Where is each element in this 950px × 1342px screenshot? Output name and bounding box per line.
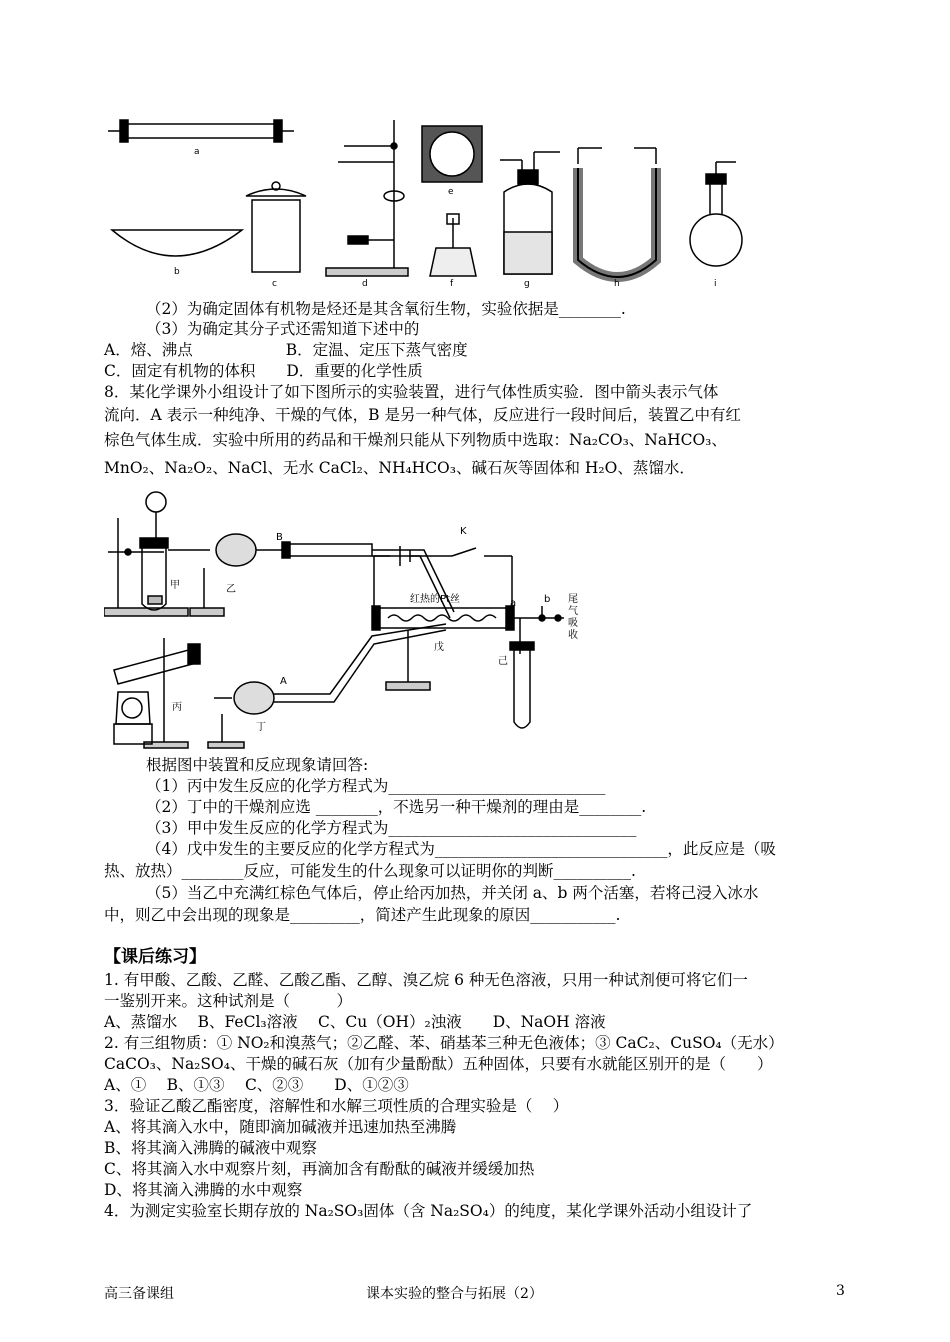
text-line: （2）为确定固体有机物是烃还是其含氧衍生物，实验依据是________.	[146, 300, 626, 318]
text-line: D、将其滴入沸腾的水中观察	[104, 1181, 303, 1199]
figure-label: b	[544, 594, 551, 605]
footer-center: 课本实验的整合与拓展（2）	[366, 1286, 543, 1302]
text-line: 1. 有甲酸、乙酸、乙醛、乙酸乙酯、乙醇、溴乙烷 6 种无色溶液，只用一种试剂便可将它们一	[104, 971, 748, 989]
text-line: C、将其滴入水中观察片刻，再滴加含有酚酞的碱液并缓缓加热	[104, 1160, 535, 1178]
text-line: 8．某化学课外小组设计了如下图所示的实验装置，进行气体性质实验．图中箭头表示气体	[104, 383, 719, 401]
figure-label: h	[614, 279, 620, 288]
figure-label: 收	[568, 630, 578, 641]
text-line: 4．为测定实验室长期存放的 Na₂SO₃固体（含 Na₂SO₄）的纯度，某化学课外活动小组设计了	[104, 1202, 753, 1220]
text-line: （4）戊中发生的主要反应的化学方程式为______________________________，此反应是（吸	[146, 840, 776, 858]
text-line: C．固定有机物的体积 D．重要的化学性质	[104, 362, 423, 380]
text-line: MnO₂、Na₂O₂、NaCl、无水 CaCl₂、NH₄HCO₃、碱石灰等固体和 H₂O、蒸馏水．	[104, 459, 695, 477]
figure-label: i	[714, 279, 717, 288]
text-line: A、① B、①③ C、②③ D、①②③	[104, 1076, 409, 1094]
section-title: 【课后练习】	[104, 947, 206, 967]
figure-label: 尾	[568, 594, 578, 605]
text-line: CaCO₃、Na₂SO₄、干燥的碱石灰（加有少量酚酞）五种固体，只要有水就能区别开的是（ ）	[104, 1055, 773, 1073]
figure-label: a	[194, 147, 200, 157]
figure-label: 甲	[170, 580, 180, 591]
figure-label: f	[450, 279, 454, 288]
figure-label: K	[460, 526, 467, 537]
text-line: 一鉴别开来。这种试剂是（ ）	[104, 992, 353, 1010]
figure-label: 丙	[172, 702, 182, 713]
text-line: 中，则乙中会出现的现象是_________，简述产生此现象的原因___________.	[104, 906, 621, 924]
figure-label: 红热的Pt丝	[410, 594, 460, 605]
text-line: 流向．A 表示一种纯净、干燥的气体，B 是另一种气体，反应进行一段时间后，装置乙中有红	[104, 406, 741, 424]
figure-label: g	[524, 279, 530, 288]
figure-label: c	[272, 279, 277, 288]
figure-label: 气	[568, 606, 578, 617]
text-line: A、将其滴入水中，随即滴加碱液并迅速加热至沸腾	[104, 1118, 457, 1136]
figure-label: 乙	[226, 584, 236, 595]
figure-label: d	[362, 279, 368, 288]
text-line: B、将其滴入沸腾的碱液中观察	[104, 1139, 317, 1157]
text-line: A．熔、沸点 B．定温、定压下蒸气密度	[104, 341, 468, 359]
figure-label: 丁	[256, 722, 266, 733]
text-line: 3．验证乙酸乙酯密度，溶解性和水解三项性质的合理实验是（ ）	[104, 1097, 569, 1115]
apparatus-figure	[104, 112, 764, 288]
figure-label: 戊	[434, 642, 444, 653]
experiment-apparatus-figure	[104, 488, 744, 750]
figure-label: 己	[498, 656, 508, 667]
figure-label: b	[174, 267, 180, 277]
text-line: （3）为确定其分子式还需知道下述中的	[146, 320, 420, 338]
figure-label: 吸	[568, 618, 578, 629]
text-line: （3）甲中发生反应的化学方程式为________________________________	[146, 819, 637, 837]
text-line: 根据图中装置和反应现象请回答:	[146, 756, 369, 774]
page-number: 3	[836, 1283, 845, 1299]
figure-label: B	[276, 532, 283, 543]
text-line: （1）丙中发生反应的化学方程式为____________________________	[146, 777, 606, 795]
text-line: （5）当乙中充满红棕色气体后，停止给丙加热，并关闭 a、b 两个活塞，若将己浸入冰水	[146, 884, 759, 902]
text-line: 热、放热）________反应，可能发生的什么现象可以证明你的判断__________.	[104, 862, 636, 880]
text-line: （2）丁中的干燥剂应选 ________，不选另一种干燥剂的理由是________.	[146, 798, 647, 816]
figure-label: A	[280, 676, 287, 687]
figure-label: a	[510, 598, 517, 609]
text-line: 2. 有三组物质：① NO₂和溴蒸气；②乙醛、苯、硝基苯三种无色液体；③ CaC₂、CuSO₄（无水）	[104, 1034, 784, 1052]
figure-label: e	[448, 187, 454, 197]
text-line: A、蒸馏水 B、FeCl₃溶液 C、Cu（OH）₂浊液 D、NaOH 溶液	[104, 1013, 606, 1031]
text-line: 棕色气体生成．实验中所用的药品和干燥剂只能从下列物质中选取：Na₂CO₃、NaHCO₃、	[104, 431, 727, 449]
footer-left: 高三备课组	[104, 1286, 174, 1302]
